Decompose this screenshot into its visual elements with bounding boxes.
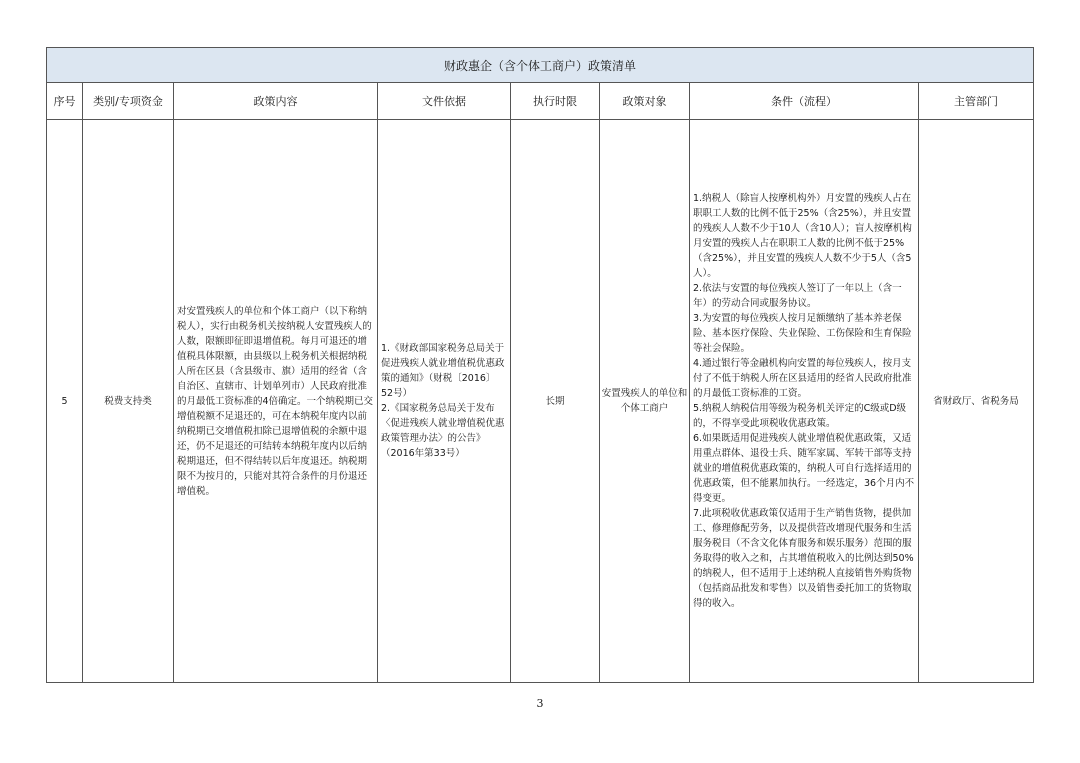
- header-period: 执行时限: [511, 83, 600, 120]
- row-target: 安置残疾人的单位和个体工商户: [600, 120, 690, 683]
- header-basis: 文件依据: [378, 83, 511, 120]
- condition-item: 4.通过银行等金融机构向安置的每位残疾人，按月支付了不低于纳税人所在区县适用的经省人民政府批准的月最低工资标准的工资。: [693, 358, 912, 399]
- header-department: 主管部门: [919, 83, 1034, 120]
- basis-item: 2.《国家税务总局关于发布〈促进残疾人就业增值税优惠政策管理办法〉的公告》（2016年第33号）: [381, 403, 505, 459]
- table-row: [47, 120, 1034, 683]
- basis-item: 1.《财政部国家税务总局关于促进残疾人就业增值税优惠政策的通知》（财税〔2016〕52号）: [381, 343, 505, 399]
- header-conditions: 条件（流程）: [690, 83, 919, 120]
- condition-item: 6.如果既适用促进残疾人就业增值税优惠政策，又适用重点群体、退役士兵、随军家属、军转干部等支持就业的增值税优惠政策的，纳税人可自行选择适用的优惠政策，但不能累加执行。一经选定，36个月内不得变更。: [693, 433, 915, 504]
- title-row: [47, 48, 1034, 83]
- condition-item: 3.为安置的每位残疾人按月足额缴纳了基本养老保险、基本医疗保险、失业保险、工伤保险和生育保险等社会保险。: [693, 313, 912, 354]
- row-conditions: [690, 120, 919, 683]
- row-category: 税费支持类: [83, 120, 174, 683]
- condition-item: 7.此项税收优惠政策仅适用于生产销售货物，提供加工、修理修配劳务，以及提供营改增现代服务和生活服务税目（不含文化体育服务和娱乐服务）范围的服务取得的收入之和，占其增值税收入的比例达到50%的纳税人，但不适用于上述纳税人直接销售外购货物（包括商品批发和零售）以及销售委托加工的货物取得的收入。: [693, 508, 914, 609]
- row-department: 省财政厅、省税务局: [919, 120, 1034, 683]
- table-title: 财政惠企（含个体工商户）政策清单: [47, 48, 1034, 83]
- condition-item: 2.依法与安置的每位残疾人签订了一年以上（含一年）的劳动合同或服务协议。: [693, 283, 902, 309]
- header-category: 类别/专项资金: [83, 83, 174, 120]
- row-period: 长期: [511, 120, 600, 683]
- header-row: [47, 83, 1034, 120]
- condition-item: 5.纳税人纳税信用等级为税务机关评定的C级或D级的，不得享受此项税收优惠政策。: [693, 403, 907, 429]
- row-basis: [378, 120, 511, 683]
- condition-item: 1.纳税人（除盲人按摩机构外）月安置的残疾人占在职职工人数的比例不低于25%（含25%），并且安置的残疾人人数不少于10人（含10人）；盲人按摩机构月安置的残疾人占在职职工人数的比例不低于25%（含25%），并且安置的残疾人人数不少于5人（含5人）。: [693, 193, 912, 279]
- header-number: 序号: [47, 83, 83, 120]
- policy-table-container: [46, 47, 1033, 683]
- header-target: 政策对象: [600, 83, 690, 120]
- header-content: 政策内容: [174, 83, 378, 120]
- row-number: 5: [47, 120, 83, 683]
- policy-table: [46, 47, 1034, 683]
- page-number: 3: [536, 697, 544, 710]
- row-content: 对安置残疾人的单位和个体工商户（以下称纳税人），实行由税务机关按纳税人安置残疾人的人数，限额即征即退增值税。每月可退还的增值税具体限额，由县级以上税务机关根据纳税人所在区县（含县级市、旗）适用的经省（含自治区、直辖市、计划单列市）人民政府批准的月最低工资标准的4倍确定。一个纳税期已交增值税额不足退还的，可在本纳税年度内以前纳税期已交增值税扣除已退增值税的余额中退还，仍不足退还的可结转本纳税年度内以后纳税期退还，但不得结转以后年度退还。纳税期限不为按月的，只能对其符合条件的月份退还增值税。: [174, 120, 378, 683]
